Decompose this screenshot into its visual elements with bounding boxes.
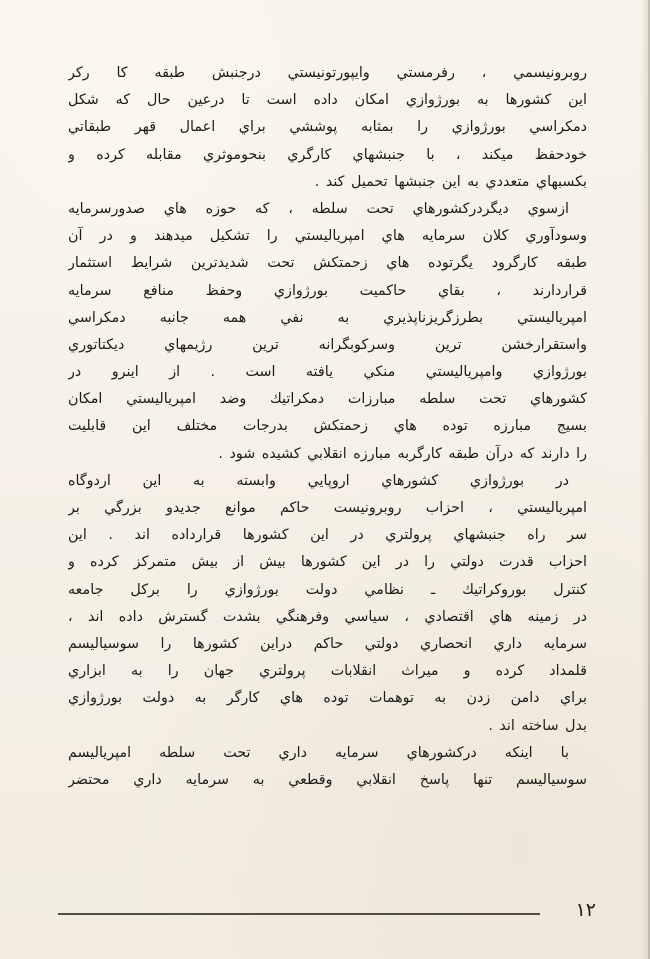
body-text bbox=[68, 60, 587, 794]
footer-rule bbox=[58, 913, 540, 915]
text-line-5: بكسبهاي متعددي به اين جنبشها تحميل كند . bbox=[314, 173, 587, 190]
text-line-16: در بورژوازي كشورهاي اروپايي وابسته به اين اردوگاه bbox=[68, 472, 569, 489]
text-line-17: امپرياليستي ، احزاب روبرونيست حاكم موانع جديدو بزرگي بر bbox=[68, 500, 587, 516]
text-line-6: ازسوي ديگردركشورهاي تحت سلطه ، كه حوزه هاي صدورسرمايه bbox=[68, 200, 569, 217]
text-line-23: قلمداد كرده و ميراث انقلابات پرولتري جهان را به ابزاري bbox=[68, 663, 587, 680]
text-line-24: براي دامن زدن به توهمات توده هاي كارگر به دولت بورژوازي bbox=[68, 690, 587, 707]
text-line-19: احزاب قدرت دولتي را در اين كشورها بيش از بيش متمركز كرده و bbox=[68, 554, 587, 571]
text-line-26: با اينكه دركشورهاي سرمايه داري تحت سلطه امپرياليسم bbox=[68, 744, 569, 761]
text-line-15: را دارند كه درآن طبقه كارگربه مبارزه انقلابي كشيده شود . bbox=[218, 445, 587, 462]
text-line-27: سوسياليسم تنها پاسخ انقلابي وقطعي به سرمايه داري محتضر bbox=[68, 771, 587, 788]
text-line-3: دمكراسي بورژوازي را بمثابه پوششي براي اعمال قهر طبقاتي bbox=[68, 119, 587, 136]
page-number: ۱۲ bbox=[575, 899, 596, 921]
text-line-12: بورژوازي وامپرياليستي منكي يافته است . از اينرو در bbox=[68, 364, 587, 381]
text-line-18: سر راه جنبشهاي پرولتري در اين كشورها قرارداده اند . اين bbox=[68, 527, 587, 544]
text-line-13: كشورهاي تحت سلطه مبارزات دمكراتيك وضد امپرياليستي امكان bbox=[68, 391, 587, 408]
text-line-9: قراردارند ، بقاي حاكميت بورژوازي وحفظ منافع سرمايه bbox=[68, 282, 587, 299]
text-line-11: واستقرارخشن ترين وسركوبگرانه ترين رژيمهاي ديكتاتوري bbox=[68, 336, 587, 353]
text-line-21: در زمينه هاي اقتصادي ، سياسي وفرهنگي بشدت گسترش داده اند ، bbox=[68, 608, 587, 625]
text-line-1: روبرونيسمي ، رفرمستي وايپورتونيستي درجنبش طبقه كا ركر bbox=[68, 65, 587, 81]
text-line-25: بدل ساخته اند . bbox=[488, 717, 587, 734]
text-line-8: طبقه كارگرود يگرتوده هاي زحمتكش تحت شديدترين شرايط استثمار bbox=[68, 255, 587, 272]
text-line-20: كنترل بوروكراتيك ـ نظامي دولت بورژوازي را بركل جامعه bbox=[68, 581, 587, 598]
text-line-10: امپرياليستي بطرزگريزناپذيري به نفي همه جانبه دمكراسي bbox=[68, 309, 587, 326]
text-line-7: وسودآوري كلان سرمايه هاي امپرياليستي را تشكيل ميدهند و در آن bbox=[68, 228, 587, 245]
text-line-22: سرمايه داري انحصاري دولتي حاكم دراين كشورها را سوسياليسم bbox=[68, 635, 587, 652]
text-line-2: اين كشورها به بورژوازي امكان داده است تا درعين حال كه شكل bbox=[68, 92, 587, 109]
text-line-4: خودحفظ ميكند ، با جنبشهاي كارگري بنحوموثري مقابله كرده و bbox=[68, 146, 587, 163]
page-footer bbox=[58, 896, 596, 926]
text-line-14: بسيج مبارزه توده هاي زحمتكش بدرجات مختلف اين قابليت bbox=[68, 418, 587, 435]
